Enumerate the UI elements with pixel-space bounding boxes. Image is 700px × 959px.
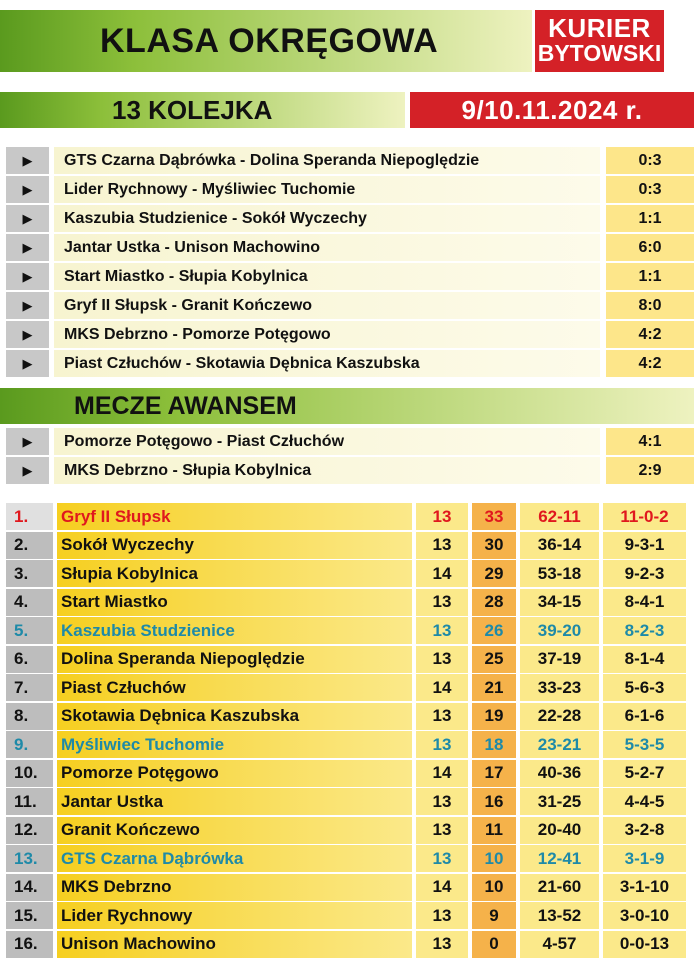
table-wdl: 9-2-3 bbox=[603, 560, 686, 587]
match-teams: Lider Rychnowy - Myśliwiec Tuchomie bbox=[54, 176, 600, 203]
awans-header bbox=[0, 388, 694, 424]
table-points: 18 bbox=[472, 731, 516, 758]
table-goals: 31-25 bbox=[520, 788, 599, 815]
match-results-list bbox=[6, 147, 694, 379]
play-arrow-icon: ▶ bbox=[6, 147, 49, 174]
table-goals: 40-36 bbox=[520, 760, 599, 787]
table-goals: 62-11 bbox=[520, 503, 599, 530]
match-teams: Jantar Ustka - Unison Machowino bbox=[54, 234, 600, 261]
table-matches: 13 bbox=[416, 788, 468, 815]
table-points: 25 bbox=[472, 646, 516, 673]
kurier-bytowski-logo bbox=[535, 10, 664, 72]
table-row bbox=[6, 532, 694, 559]
match-teams: MKS Debrzno - Słupia Kobylnica bbox=[54, 457, 600, 484]
table-points: 10 bbox=[472, 845, 516, 872]
table-position: 13. bbox=[6, 845, 53, 872]
play-arrow-icon: ▶ bbox=[6, 234, 49, 261]
play-arrow-icon: ▶ bbox=[6, 457, 49, 484]
table-position: 11. bbox=[6, 788, 53, 815]
table-position: 3. bbox=[6, 560, 53, 587]
table-position: 9. bbox=[6, 731, 53, 758]
table-wdl: 3-1-9 bbox=[603, 845, 686, 872]
match-teams: GTS Czarna Dąbrówka - Dolina Speranda Niepoględzie bbox=[54, 147, 600, 174]
table-goals: 33-23 bbox=[520, 674, 599, 701]
round-label: 13 KOLEJKA bbox=[112, 94, 273, 125]
table-wdl: 4-4-5 bbox=[603, 788, 686, 815]
table-wdl: 5-6-3 bbox=[603, 674, 686, 701]
match-teams: Start Miastko - Słupia Kobylnica bbox=[54, 263, 600, 290]
table-position: 12. bbox=[6, 817, 53, 844]
table-position: 4. bbox=[6, 589, 53, 616]
round-date bbox=[410, 92, 694, 128]
table-goals: 4-57 bbox=[520, 931, 599, 958]
table-row bbox=[6, 589, 694, 616]
table-wdl: 3-1-10 bbox=[603, 874, 686, 901]
match-teams: Pomorze Potęgowo - Piast Człuchów bbox=[54, 428, 600, 455]
table-position: 7. bbox=[6, 674, 53, 701]
table-points: 0 bbox=[472, 931, 516, 958]
table-goals: 36-14 bbox=[520, 532, 599, 559]
play-arrow-icon: ▶ bbox=[6, 292, 49, 319]
page-title-text: KLASA OKRĘGOWA bbox=[100, 21, 439, 60]
table-position: 10. bbox=[6, 760, 53, 787]
table-team: Lider Rychnowy bbox=[57, 902, 412, 929]
table-row bbox=[6, 817, 694, 844]
table-wdl: 3-2-8 bbox=[603, 817, 686, 844]
match-teams: Piast Człuchów - Skotawia Dębnica Kaszubska bbox=[54, 350, 600, 377]
table-matches: 13 bbox=[416, 532, 468, 559]
table-matches: 13 bbox=[416, 703, 468, 730]
table-team: Piast Człuchów bbox=[57, 674, 412, 701]
table-row bbox=[6, 503, 694, 530]
table-team: Granit Kończewo bbox=[57, 817, 412, 844]
table-matches: 14 bbox=[416, 674, 468, 701]
match-row bbox=[6, 147, 694, 176]
table-points: 28 bbox=[472, 589, 516, 616]
table-goals: 53-18 bbox=[520, 560, 599, 587]
table-goals: 39-20 bbox=[520, 617, 599, 644]
play-arrow-icon: ▶ bbox=[6, 321, 49, 348]
table-points: 9 bbox=[472, 902, 516, 929]
table-wdl: 0-0-13 bbox=[603, 931, 686, 958]
table-matches: 14 bbox=[416, 560, 468, 587]
play-arrow-icon: ▶ bbox=[6, 263, 49, 290]
table-team: Sokół Wyczechy bbox=[57, 532, 412, 559]
table-wdl: 8-2-3 bbox=[603, 617, 686, 644]
table-wdl: 9-3-1 bbox=[603, 532, 686, 559]
table-goals: 37-19 bbox=[520, 646, 599, 673]
match-row bbox=[6, 321, 694, 350]
table-team: Start Miastko bbox=[57, 589, 412, 616]
table-row bbox=[6, 874, 694, 901]
match-score: 2:9 bbox=[606, 457, 694, 484]
table-matches: 13 bbox=[416, 503, 468, 530]
table-points: 17 bbox=[472, 760, 516, 787]
play-arrow-icon: ▶ bbox=[6, 205, 49, 232]
table-wdl: 11-0-2 bbox=[603, 503, 686, 530]
table-points: 26 bbox=[472, 617, 516, 644]
table-team: Pomorze Potęgowo bbox=[57, 760, 412, 787]
table-wdl: 5-3-5 bbox=[603, 731, 686, 758]
table-matches: 14 bbox=[416, 760, 468, 787]
table-position: 5. bbox=[6, 617, 53, 644]
table-team: Unison Machowino bbox=[57, 931, 412, 958]
table-matches: 13 bbox=[416, 817, 468, 844]
table-goals: 21-60 bbox=[520, 874, 599, 901]
match-teams: MKS Debrzno - Pomorze Potęgowo bbox=[54, 321, 600, 348]
table-team: Kaszubia Studzienice bbox=[57, 617, 412, 644]
table-row bbox=[6, 902, 694, 929]
table-wdl: 3-0-10 bbox=[603, 902, 686, 929]
match-score: 0:3 bbox=[606, 176, 694, 203]
table-team: Myśliwiec Tuchomie bbox=[57, 731, 412, 758]
table-position: 1. bbox=[6, 503, 53, 530]
play-arrow-icon: ▶ bbox=[6, 350, 49, 377]
table-row bbox=[6, 703, 694, 730]
table-wdl: 8-1-4 bbox=[603, 646, 686, 673]
table-goals: 22-28 bbox=[520, 703, 599, 730]
match-teams: Kaszubia Studzienice - Sokół Wyczechy bbox=[54, 205, 600, 232]
match-score: 8:0 bbox=[606, 292, 694, 319]
match-teams: Gryf II Słupsk - Granit Kończewo bbox=[54, 292, 600, 319]
table-points: 29 bbox=[472, 560, 516, 587]
table-points: 33 bbox=[472, 503, 516, 530]
play-arrow-icon: ▶ bbox=[6, 428, 49, 455]
table-row bbox=[6, 617, 694, 644]
match-row bbox=[6, 205, 694, 234]
table-points: 11 bbox=[472, 817, 516, 844]
match-score: 4:2 bbox=[606, 350, 694, 377]
table-position: 8. bbox=[6, 703, 53, 730]
match-row bbox=[6, 176, 694, 205]
table-position: 2. bbox=[6, 532, 53, 559]
table-matches: 13 bbox=[416, 845, 468, 872]
table-row bbox=[6, 646, 694, 673]
table-team: MKS Debrzno bbox=[57, 874, 412, 901]
table-row bbox=[6, 560, 694, 587]
table-matches: 13 bbox=[416, 617, 468, 644]
table-wdl: 8-4-1 bbox=[603, 589, 686, 616]
table-row bbox=[6, 931, 694, 958]
table-goals: 12-41 bbox=[520, 845, 599, 872]
round-header bbox=[0, 92, 405, 128]
table-team: Dolina Speranda Niepoględzie bbox=[57, 646, 412, 673]
table-position: 15. bbox=[6, 902, 53, 929]
table-goals: 13-52 bbox=[520, 902, 599, 929]
table-position: 14. bbox=[6, 874, 53, 901]
table-points: 30 bbox=[472, 532, 516, 559]
match-score: 6:0 bbox=[606, 234, 694, 261]
table-row bbox=[6, 845, 694, 872]
table-matches: 13 bbox=[416, 646, 468, 673]
logo-line-1: KURIER bbox=[548, 13, 651, 43]
table-team: Gryf II Słupsk bbox=[57, 503, 412, 530]
awans-title: MECZE AWANSEM bbox=[74, 391, 297, 420]
league-table bbox=[6, 503, 694, 959]
round-date-text: 9/10.11.2024 r. bbox=[461, 94, 643, 125]
play-arrow-icon: ▶ bbox=[6, 176, 49, 203]
match-row bbox=[6, 292, 694, 321]
table-goals: 34-15 bbox=[520, 589, 599, 616]
table-row bbox=[6, 788, 694, 815]
table-team: Skotawia Dębnica Kaszubska bbox=[57, 703, 412, 730]
table-goals: 20-40 bbox=[520, 817, 599, 844]
table-matches: 13 bbox=[416, 931, 468, 958]
table-matches: 14 bbox=[416, 874, 468, 901]
table-team: GTS Czarna Dąbrówka bbox=[57, 845, 412, 872]
table-position: 16. bbox=[6, 931, 53, 958]
match-row bbox=[6, 263, 694, 292]
table-row bbox=[6, 760, 694, 787]
table-goals: 23-21 bbox=[520, 731, 599, 758]
table-points: 10 bbox=[472, 874, 516, 901]
logo-line-2: BYTOWSKI bbox=[537, 40, 662, 66]
match-score: 1:1 bbox=[606, 205, 694, 232]
table-team: Słupia Kobylnica bbox=[57, 560, 412, 587]
table-wdl: 6-1-6 bbox=[603, 703, 686, 730]
match-score: 1:1 bbox=[606, 263, 694, 290]
table-position: 6. bbox=[6, 646, 53, 673]
table-wdl: 5-2-7 bbox=[603, 760, 686, 787]
awans-results-list bbox=[6, 428, 694, 486]
match-row bbox=[6, 428, 694, 457]
table-matches: 13 bbox=[416, 902, 468, 929]
match-score: 0:3 bbox=[606, 147, 694, 174]
match-row bbox=[6, 234, 694, 263]
table-points: 16 bbox=[472, 788, 516, 815]
table-matches: 13 bbox=[416, 731, 468, 758]
table-team: Jantar Ustka bbox=[57, 788, 412, 815]
table-points: 19 bbox=[472, 703, 516, 730]
table-row bbox=[6, 674, 694, 701]
table-row bbox=[6, 731, 694, 758]
match-row bbox=[6, 457, 694, 486]
table-matches: 13 bbox=[416, 589, 468, 616]
match-score: 4:2 bbox=[606, 321, 694, 348]
table-points: 21 bbox=[472, 674, 516, 701]
page-title bbox=[0, 10, 532, 72]
match-score: 4:1 bbox=[606, 428, 694, 455]
match-row bbox=[6, 350, 694, 379]
